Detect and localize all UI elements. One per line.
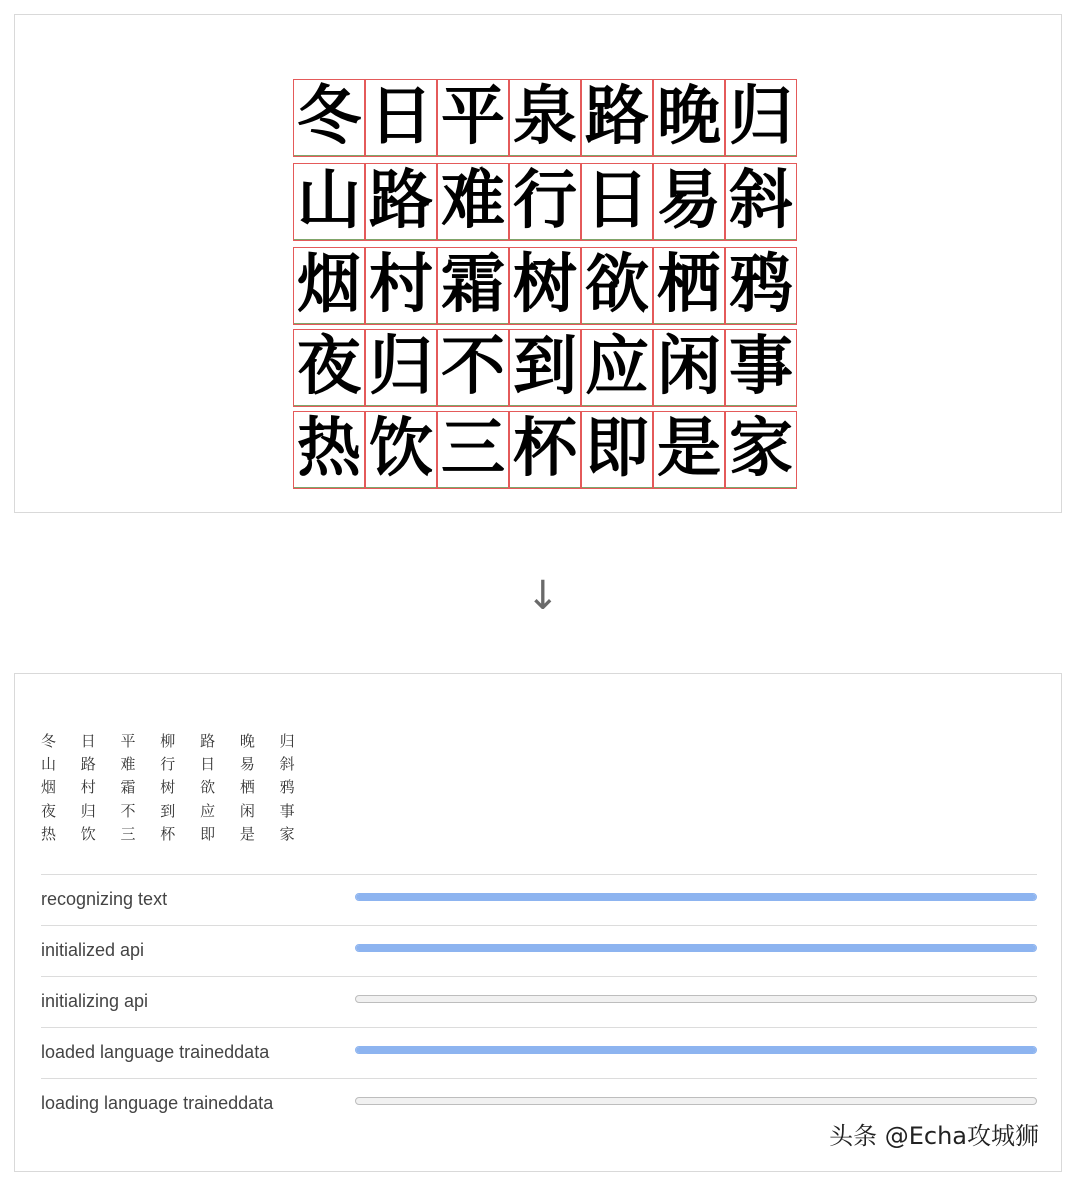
baseline xyxy=(510,155,580,156)
char-box: 闲 xyxy=(653,329,725,407)
watermark: 头条 @Echa攻城狮 xyxy=(829,1122,1039,1150)
char-box: 平 xyxy=(437,79,509,157)
char-box: 是 xyxy=(653,411,725,489)
char-row xyxy=(293,163,803,243)
status-row xyxy=(41,874,1037,925)
char-row xyxy=(293,79,803,159)
char-box: 杯 xyxy=(509,411,581,489)
char-box: 三 xyxy=(437,411,509,489)
recognized-line: 冬 日 平 柳 路 晚 归 xyxy=(41,732,305,750)
status-label: recognizing text xyxy=(41,889,168,909)
progress-fill xyxy=(356,1047,1036,1053)
baseline xyxy=(510,487,580,488)
char-box: 村 xyxy=(365,247,437,325)
baseline xyxy=(582,155,652,156)
progress-bar xyxy=(355,893,1037,901)
char-box: 归 xyxy=(725,79,797,157)
char-box: 烟 xyxy=(293,247,365,325)
baseline xyxy=(294,405,364,406)
baseline xyxy=(366,405,436,406)
status-label: initialized api xyxy=(41,940,145,960)
char-box: 泉 xyxy=(509,79,581,157)
char-box: 到 xyxy=(509,329,581,407)
char-box: 鸦 xyxy=(725,247,797,325)
recognized-line: 热 饮 三 杯 即 是 家 xyxy=(41,824,305,843)
status-label: loading language traineddata xyxy=(41,1093,274,1113)
baseline xyxy=(726,155,796,156)
progress-fill xyxy=(356,894,1036,900)
baseline xyxy=(582,487,652,488)
char-box: 饮 xyxy=(365,411,437,489)
baseline xyxy=(438,323,508,324)
recognized-line: 山 路 难 行 日 易 斜 xyxy=(41,755,305,774)
baseline xyxy=(654,487,724,488)
char-box: 栖 xyxy=(653,247,725,325)
down-arrow-icon: ↓ xyxy=(526,573,560,619)
char-box: 家 xyxy=(725,411,797,489)
char-box: 树 xyxy=(509,247,581,325)
baseline xyxy=(438,487,508,488)
char-row xyxy=(293,329,803,409)
baseline xyxy=(510,323,580,324)
status-label: initializing api xyxy=(41,991,149,1011)
baseline xyxy=(654,323,724,324)
char-box: 斜 xyxy=(725,163,797,241)
char-box: 应 xyxy=(581,329,653,407)
baseline xyxy=(582,405,652,406)
baseline xyxy=(366,487,436,488)
status-row xyxy=(41,1027,1037,1078)
status-list xyxy=(41,874,1037,1129)
progress-fill xyxy=(356,945,1036,951)
char-box: 难 xyxy=(437,163,509,241)
baseline xyxy=(294,239,364,240)
char-box: 日 xyxy=(365,79,437,157)
baseline xyxy=(582,239,652,240)
baseline xyxy=(294,323,364,324)
baseline xyxy=(438,405,508,406)
char-row xyxy=(293,247,803,327)
char-box: 欲 xyxy=(581,247,653,325)
baseline xyxy=(654,405,724,406)
char-box: 冬 xyxy=(293,79,365,157)
baseline xyxy=(726,239,796,240)
baseline xyxy=(294,487,364,488)
char-box: 山 xyxy=(293,163,365,241)
baseline xyxy=(582,323,652,324)
char-box: 夜 xyxy=(293,329,365,407)
input-image-panel xyxy=(14,14,1062,513)
status-row xyxy=(41,976,1037,1027)
char-box: 不 xyxy=(437,329,509,407)
baseline xyxy=(654,155,724,156)
baseline xyxy=(438,239,508,240)
baseline xyxy=(726,487,796,488)
baseline xyxy=(510,239,580,240)
result-panel xyxy=(14,673,1062,1172)
char-box: 即 xyxy=(581,411,653,489)
char-box: 归 xyxy=(365,329,437,407)
baseline xyxy=(366,323,436,324)
baseline xyxy=(438,155,508,156)
recognized-line: 烟 村 霜 树 欲 栖 鸦 xyxy=(41,778,305,797)
character-grid xyxy=(293,79,803,489)
progress-bar xyxy=(355,944,1037,952)
char-box: 路 xyxy=(365,163,437,241)
recognized-line: 夜 归 不 到 应 闲 事 xyxy=(41,801,305,820)
baseline xyxy=(726,405,796,406)
progress-bar xyxy=(355,995,1037,1003)
char-box: 路 xyxy=(581,79,653,157)
baseline xyxy=(510,405,580,406)
char-box: 日 xyxy=(581,163,653,241)
baseline xyxy=(726,323,796,324)
baseline xyxy=(366,239,436,240)
char-box: 晚 xyxy=(653,79,725,157)
char-row xyxy=(293,411,803,491)
baseline xyxy=(294,155,364,156)
baseline xyxy=(654,239,724,240)
char-box: 热 xyxy=(293,411,365,489)
char-box: 行 xyxy=(509,163,581,241)
char-box: 事 xyxy=(725,329,797,407)
char-box: 易 xyxy=(653,163,725,241)
char-box: 霜 xyxy=(437,247,509,325)
progress-bar xyxy=(355,1046,1037,1054)
status-label: loaded language traineddata xyxy=(41,1042,270,1062)
progress-bar xyxy=(355,1097,1037,1105)
status-row xyxy=(41,925,1037,976)
recognized-text xyxy=(41,730,305,846)
baseline xyxy=(366,155,436,156)
